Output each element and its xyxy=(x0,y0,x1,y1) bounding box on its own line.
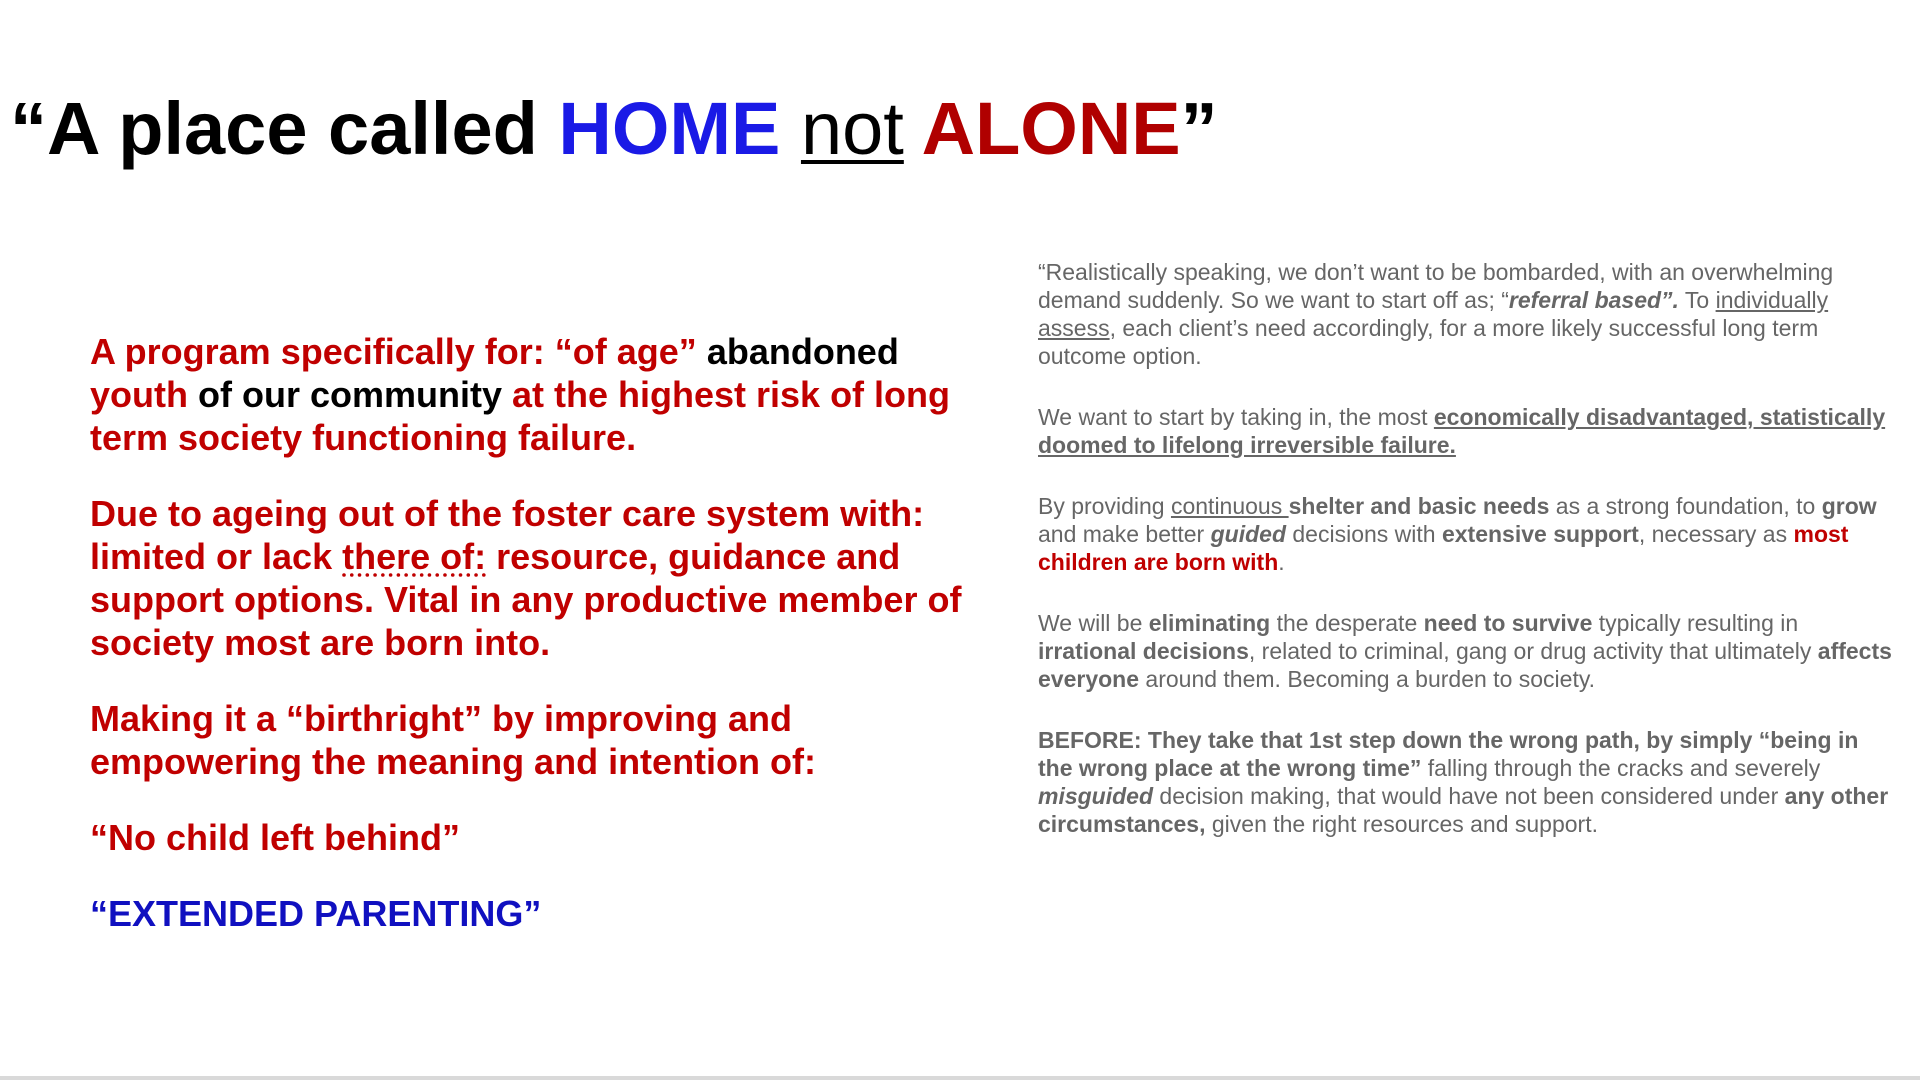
text-run: BEFORE: They take that 1st step down the wrong path, by simply “being in the wrong place at the wrong time” xyxy=(1038,727,1859,781)
text-run: decision making, that would have not been considered under xyxy=(1153,783,1785,809)
text-run: irrational decisions xyxy=(1038,638,1249,664)
referral-paragraph xyxy=(1038,258,1898,370)
text-run: at the highest risk of long term society functioning failure. xyxy=(90,374,951,458)
text-run: falling through the cracks and severely xyxy=(1421,755,1821,781)
foster-care-paragraph xyxy=(90,492,970,664)
text-run: , related to criminal, gang or drug activity that ultimately xyxy=(1248,638,1818,664)
text-run: By providing xyxy=(1038,493,1171,519)
text-run: To xyxy=(1678,287,1716,313)
text-run: continuous xyxy=(1170,493,1289,519)
survival-paragraph xyxy=(1038,609,1898,693)
text-run: We will be xyxy=(1038,610,1149,636)
no-child-left-behind: “No child left behind” xyxy=(90,817,460,858)
text-run: as a strong foundation, to xyxy=(1549,493,1822,519)
text-run: , necessary as xyxy=(1638,521,1794,547)
left-column xyxy=(90,330,970,968)
text-run: . xyxy=(1278,549,1285,575)
title-space xyxy=(780,87,801,170)
title-part1: A place called xyxy=(47,87,559,170)
shelter-paragraph xyxy=(1038,492,1898,576)
text-run: grow xyxy=(1821,493,1877,519)
text-run: abandoned xyxy=(706,331,899,372)
title-home: HOME xyxy=(558,87,781,170)
before-paragraph xyxy=(1038,726,1898,838)
text-run: shelter and basic needs xyxy=(1288,493,1550,519)
title-not: not xyxy=(800,87,904,170)
disadvantaged-paragraph xyxy=(1038,403,1898,459)
slide-title xyxy=(10,87,1218,170)
text-run: Due to ageing out of the foster care system with: limited or lack xyxy=(90,493,925,577)
text-run: , each client’s need accordingly, for a more likely successful long term outcome option. xyxy=(1038,315,1819,369)
text-run: there of: xyxy=(342,536,487,577)
text-run: guided xyxy=(1210,521,1286,547)
text-run: referral based”. xyxy=(1508,287,1679,313)
text-run: A program specifically for: “of age” xyxy=(90,331,707,372)
text-run: youth xyxy=(90,374,188,415)
bottom-divider xyxy=(0,1076,1920,1080)
text-run: and make better xyxy=(1038,521,1211,547)
text-run: misguided xyxy=(1038,783,1154,809)
text-run: typically resulting in xyxy=(1592,610,1799,636)
text-run: most children are born with xyxy=(1038,521,1849,575)
text-run: of our community xyxy=(187,374,502,415)
extended-parenting: “EXTENDED PARENTING” xyxy=(90,893,542,934)
text-run: eliminating xyxy=(1148,610,1271,636)
title-close-quote: ” xyxy=(1180,87,1218,170)
program-description xyxy=(90,330,970,459)
text-run: resource, guidance and support options. Vital in any productive member of society most are born into. xyxy=(90,536,962,663)
text-run: extensive support xyxy=(1441,521,1639,547)
text-run: the desperate xyxy=(1270,610,1424,636)
title-space xyxy=(904,87,922,170)
text-run: around them. Becoming a burden to society. xyxy=(1139,666,1596,692)
text-run: economically disadvantaged, statistically doomed to lifelong irreversible failure. xyxy=(1038,404,1886,458)
text-run: any other circumstances, xyxy=(1038,783,1889,837)
title-alone: ALONE xyxy=(921,87,1181,170)
right-column xyxy=(1038,258,1898,871)
birthright-paragraph: Making it a “birthright” by improving and empowering the meaning and intention of: xyxy=(90,698,816,782)
title-open-quote: “ xyxy=(10,87,47,170)
text-run: We want to start by taking in, the most xyxy=(1038,404,1434,430)
text-run: given the right resources and support. xyxy=(1205,811,1598,837)
text-run: “Realistically speaking, we don’t want to be bombarded, with an overwhelming demand suddenly. So we want to start off as; “ xyxy=(1038,259,1834,313)
text-run: affects everyone xyxy=(1038,638,1892,692)
text-run: individually assess xyxy=(1038,287,1829,341)
text-run: decisions with xyxy=(1286,521,1442,547)
text-run: need to survive xyxy=(1423,610,1593,636)
